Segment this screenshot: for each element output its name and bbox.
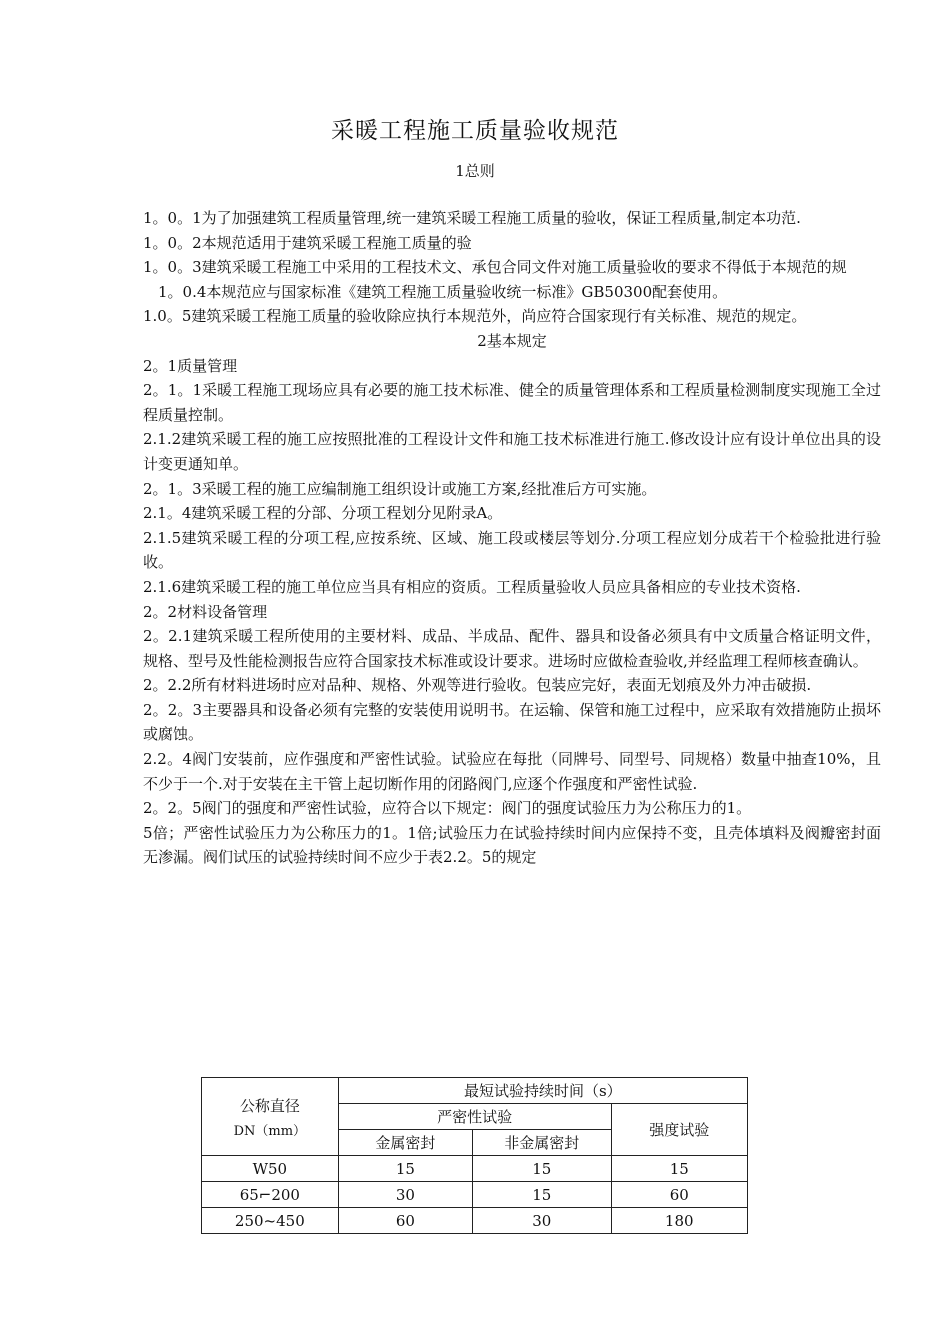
table-row xyxy=(202,1182,748,1208)
cell-strength: 60 xyxy=(611,1182,748,1208)
cell-strength: 15 xyxy=(611,1156,748,1182)
valve-test-duration-table xyxy=(201,1077,748,1234)
cell-nonmetal: 15 xyxy=(473,1156,611,1182)
chapter-2-heading: 2基本规定 xyxy=(477,331,547,350)
header-metal: 金属密封 xyxy=(338,1130,472,1156)
paragraph: 2。2.2所有材料进场时应对品种、规格、外观等进行验收。包装应完好，表面无划痕及外力冲击破损. xyxy=(143,676,812,695)
paragraph: 2.1。4建筑采暖工程的分部、分项工程划分见附录A。 xyxy=(143,504,503,523)
paragraph: 1。0。3建筑采暖工程施工中采用的工程技术文、承包合同文件对施工质量验收的要求不得低于本规范的规 xyxy=(143,258,847,277)
paragraph: 2.1.5建筑采暖工程的分项工程,应按系统、区域、施工段或楼层等划分.分项工程应划分成若干个检验批进行验收。 xyxy=(143,528,881,572)
section-heading: 2。1质量管理 xyxy=(143,356,238,375)
paragraph: 1。0。1为了加强建筑工程质量管理,统一建筑采暖工程施工质量的验收，保证工程质量,制定本功范. xyxy=(143,209,801,227)
paragraph: 1。0。2本规范适用于建筑采暖工程施工质量的验 xyxy=(143,233,472,252)
paragraph: 1。0.4本规范应与国家标准《建筑工程施工质量验收统一标准》GB50300配套使用。 xyxy=(158,282,728,301)
cell-dn: 250~450 xyxy=(202,1208,339,1234)
header-tightness: 严密性试验 xyxy=(338,1104,611,1130)
cell-nonmetal: 15 xyxy=(473,1182,611,1208)
header-diameter-cell xyxy=(202,1078,339,1156)
paragraph: 2.1.2建筑采暖工程的施工应按照批准的工程设计文件和施工技术标准进行施工.修改设计应有设计单位出具的设计变更通知单。 xyxy=(143,430,881,473)
cell-metal: 30 xyxy=(338,1182,472,1208)
cell-dn: 65⌐200 xyxy=(202,1182,339,1208)
header-duration: 最短试验持续时间（s） xyxy=(338,1078,747,1104)
section-heading: 2。2材料设备管理 xyxy=(143,602,268,621)
table-row xyxy=(202,1208,748,1234)
paragraph: 2。2。5阀门的强度和严密性试验，应符合以下规定：阀门的强度试验压力为公称压力的1。 xyxy=(143,799,752,818)
cell-metal: 60 xyxy=(338,1208,472,1234)
cell-metal: 15 xyxy=(338,1156,472,1182)
paragraph: 2.1.6建筑采暖工程的施工单位应当具有相应的资质。工程质量验收人员应具备相应的专业技术资格. xyxy=(143,577,801,596)
cell-nonmetal: 30 xyxy=(473,1208,611,1234)
paragraph: 2.2。4阀门安装前，应作强度和严密性试验。试验应在每批（同牌号、同型号、同规格）数量中抽查10%，且不少于一个.对于安装在主干管上起切断作用的闭路阀门,应逐个作强度和严密性试验. xyxy=(143,750,881,793)
header-strength: 强度试验 xyxy=(611,1104,748,1156)
paragraph: 2。2.1建筑采暖工程所使用的主要材料、成品、半成品、配件、器具和设备必须具有中文质量合格证明文件，规格、型号及性能检测报告应符合国家技术标准或设计要求。进场时应做检查验收,并经监理工程师核查确认。 xyxy=(143,627,881,670)
paragraph: 1.0。5建筑采暖工程施工质量的验收除应执行本规范外，尚应符合国家现行有关标准、规范的规定。 xyxy=(143,307,807,326)
document-title: 采暖工程施工质量验收规范 xyxy=(331,118,619,144)
paragraph: 2。1。1采暖工程施工现场应具有必要的施工技术标准、健全的质量管理体系和工程质量检测制度实现施工全过程质量控制。 xyxy=(143,381,881,424)
paragraph: 2。2。3主要器具和设备必须有完整的安装使用说明书。在运输、保管和施工过程中，应采取有效措施防止损坏或腐蚀。 xyxy=(143,700,881,744)
cell-strength: 180 xyxy=(611,1208,748,1234)
paragraph: 5倍；严密性试验压力为公称压力的1。1倍;试验压力在试验持续时间内应保持不变，且壳体填料及阀瓣密封面无渗漏。阀们试压的试验持续时间不应少于表2.2。5的规定 xyxy=(143,823,881,867)
paragraph: 2。1。3采暖工程的施工应编制施工组织设计或施工方案,经批准后方可实施。 xyxy=(143,479,657,498)
cell-dn: W50 xyxy=(202,1156,339,1182)
chapter-1-heading: 1总则 xyxy=(455,162,495,180)
header-nonmetal: 非金属密封 xyxy=(473,1130,611,1156)
header-diameter: 公称直径 xyxy=(239,1096,300,1115)
header-diameter-unit: DN（mm） xyxy=(233,1123,307,1139)
body-text xyxy=(143,206,881,870)
table-row xyxy=(202,1156,748,1182)
